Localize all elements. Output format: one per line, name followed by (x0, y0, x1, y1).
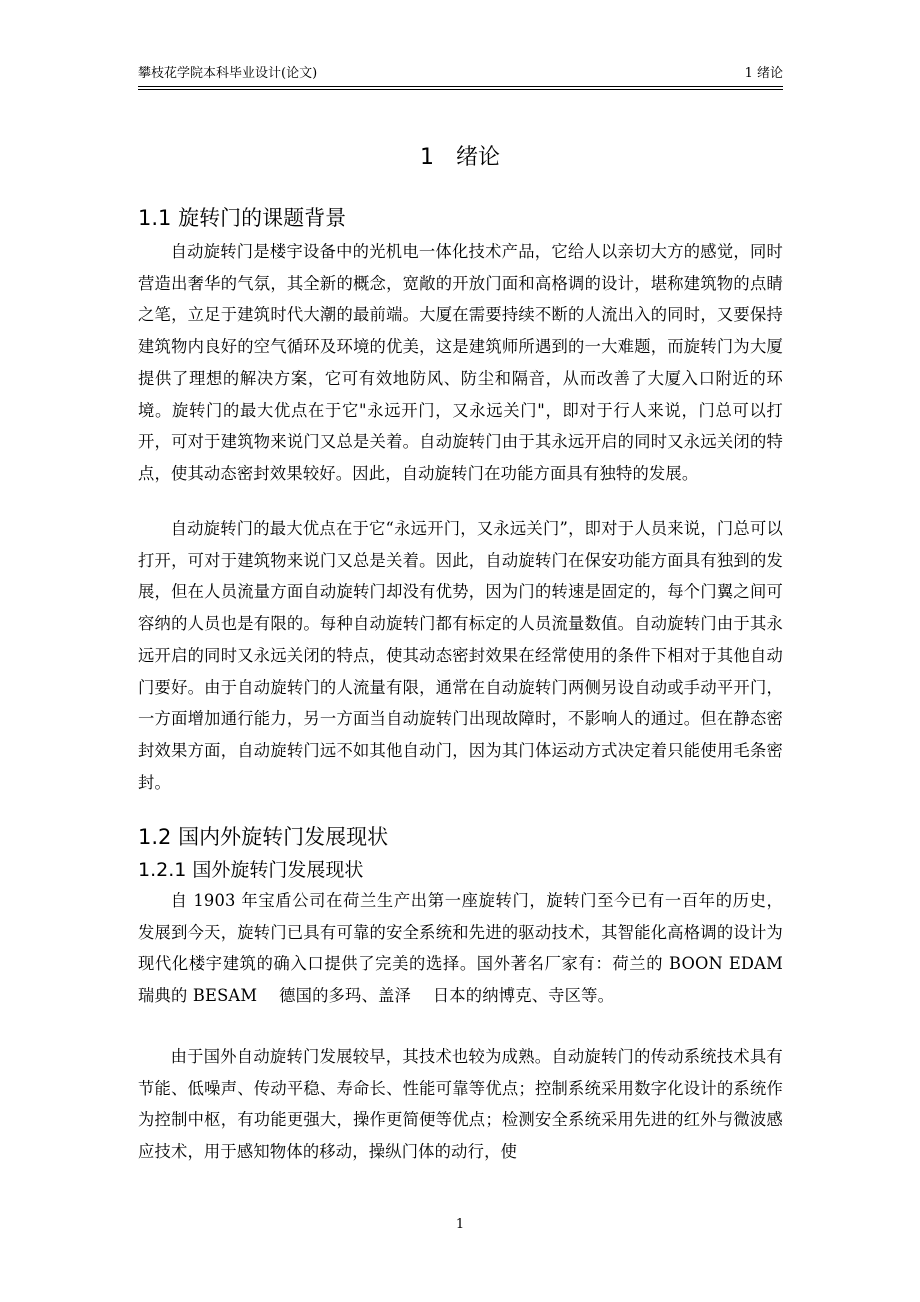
paragraph-1-1-b: 自动旋转门的最大优点在于它“永远开门，又永远关门”，即对于人员来说，门总可以打开，可对于建筑物来说门又总是关着。因此，自动旋转门在保安功能方面具有独到的发展，但在人员流量方面自动旋转门却没有优势，因为门的转速是固定的，每个门翼之间可容纳的人员也是有限的。每种自动旋转门都有标定的人员流量数值。自动旋转门由于其永远开启的同时又永远关闭的特点，使其动态密封效果在经常使用的条件下相对于其他自动门要好。由于自动旋转门的人流量有限，通常在自动旋转门两侧另设自动或手动平开门，一方面增加通行能力，另一方面当自动旋转门出现故障时，不影响人的通过。但在静态密封效果方面，自动旋转门远不如其他自动门，因为其门体运动方式决定着只能使用毛条密封。 (138, 519, 783, 792)
header-right-text: 1 绪论 (744, 66, 783, 81)
chapter-number: 1 (419, 145, 434, 170)
chapter-title-text: 绪论 (455, 145, 500, 170)
running-header (138, 64, 783, 87)
header-left-text: 攀枝花学院本科毕业设计(论文) (138, 66, 318, 81)
paragraph-1-1-a: 自动旋转门是楼宇设备中的光机电一体化技术产品，它给人以亲切大方的感觉，同时营造出奢华的气氛，其全新的概念，宽敞的开放门面和高格调的设计，堪称建筑物的点睛之笔，立足于建筑时代大潮的最前端。大厦在需要持续不断的人流出入的同时，又要保持建筑物内良好的空气循环及环境的优美，这是建筑师所遇到的一大难题，而旋转门为大厦提供了理想的解决方案，它可有效地防风、防尘和隔音，从而改善了大厦入口附近的环境。旋转门的最大优点在于它"永远开门，又永远关门"，即对于行人来说，门总可以打开，可对于建筑物来说门又总是关着。自动旋转门由于其永远开启的同时又永远关闭的特点，使其动态密封效果较好。因此，自动旋转门在功能方面具有独特的发展。 (138, 242, 783, 483)
chapter-title (0, 143, 920, 173)
section-heading-1-1: 1.1 旋转门的课题背景 (138, 206, 347, 230)
section-heading-1-2-1: 1.2.1 国外旋转门发展现状 (138, 859, 364, 881)
page-number: 1 (455, 1217, 465, 1232)
section-heading-1-2: 1.2 国内外旋转门发展现状 (138, 825, 389, 849)
paragraph-1-2-1-a: 自 1903 年宝盾公司在荷兰生产出第一座旋转门，旋转门至今已有一百年的历史，发展到今天，旋转门已具有可靠的安全系统和先进的驱动技术，其智能化高格调的设计为现代化楼宇建筑的确入口提供了完美的选择。国外著名厂家有：荷兰的 BOON EDAM 瑞典的 BESAM 德国的多玛、盖泽 日本的纳博克、寺区等。 (138, 891, 805, 1006)
paragraph-1-2-1-b: 由于国外自动旋转门发展较早，其技术也较为成熟。自动旋转门的传动系统技术具有节能、低噪声、传动平稳、寿命长、性能可靠等优点；控制系统采用数字化设计的系统作为控制中枢，有功能更强大，操作更简便等优点；检测安全系统采用先进的红外与微波感应技术，用于感知物体的移动，操纵门体的动行，使 (138, 1047, 783, 1162)
